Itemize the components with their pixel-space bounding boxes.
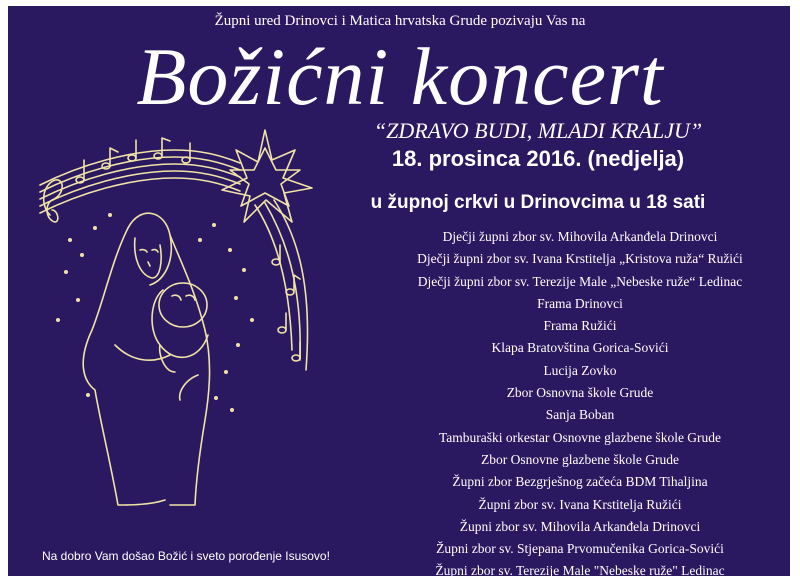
performer-item: Dječji župni zbor sv. Ivana Krstitelja „Kristova ruža“ Ružići [417, 251, 743, 267]
performer-item: Župni zbor sv. Terezije Male "Nebeske ruže" Ledinac [435, 563, 725, 579]
performer-item: Zbor Osnovne glazbene škole Grude [481, 451, 679, 467]
performers-list [360, 226, 800, 583]
performer-item: Sanja Boban [545, 407, 615, 423]
performer-item: Frama Ružići [543, 318, 617, 334]
performer-item: Tamburaški orkestar Osnovne glazbene škole Grude [438, 429, 722, 445]
concert-venue: u župnoj crkvi u Drinovcima u 18 sati [370, 192, 706, 213]
concert-date: 18. prosinca 2016. (nedjelja) [391, 146, 685, 171]
performer-item: Župni zbor sv. Stjepana Prvomučenika Gorica-Sovići [436, 541, 724, 557]
performer-item: Lucija Zovko [543, 362, 617, 378]
performer-item: Zbor Osnovna škole Grude [506, 385, 654, 401]
performer-item: Dječji župni zbor sv. Terezije Male „Nebeske ruže“ Ledinac [417, 273, 743, 289]
christmas-greeting: Na dobro Vam došao Božić i sveto porođenje Isusovo! [42, 549, 330, 563]
concert-motto: “ZDRAVO BUDI, MLADI KRALJU” [373, 118, 703, 143]
performer-item: Frama Drinovci [537, 295, 623, 311]
performer-item: Župni zbor sv. Ivana Krstitelja Ružići [478, 496, 682, 512]
invitation-line: Župni ured Drinovci i Matica hrvatska Grude pozivaju Vas na [214, 13, 586, 29]
poster-title: Božićni koncert [136, 31, 664, 122]
performer-item: Klapa Bratovština Gorica-Sovići [491, 340, 669, 356]
performer-item: Župni zbor sv. Mihovila Arkanđela Drinovci [459, 518, 701, 534]
performer-item: Župni zbor Bezgrješnog začeća BDM Tihaljina [452, 474, 708, 490]
performer-item: Dječji župni zbor sv. Mihovila Arkanđela Drinovci [442, 229, 718, 244]
